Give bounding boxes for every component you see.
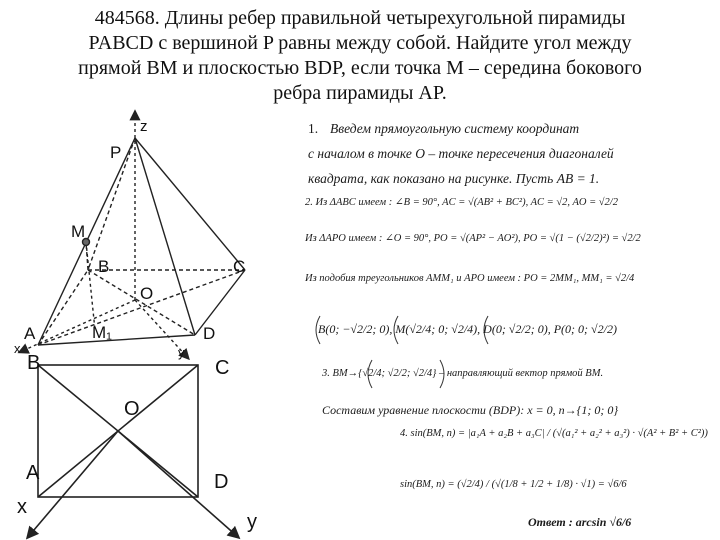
solution-answer: Ответ : arcsin √6/6 (528, 515, 632, 529)
solution-step1-number: 1. (308, 121, 319, 136)
solution-step3-vector: 3. BM→{√2/4; √2/2; √2/4} – направляющий вектор прямой BM. (322, 368, 604, 379)
label-z: z (140, 118, 148, 135)
solution-step2-similarity: Из подобия треугольников AMM₁ и APO имеем : PO = 2MM₁, MM₁ = √2/4 (305, 273, 635, 284)
solution-step1-line2: с началом в точке O – точке пересечения диагоналей (308, 146, 614, 161)
title-line-4: ребра пирамиды AP. (273, 82, 447, 104)
label-C: C (233, 257, 246, 276)
pyramid-figure (20, 112, 245, 358)
label-x: x (14, 341, 21, 356)
label-O: O (140, 284, 154, 303)
square-label-B: B (27, 352, 41, 374)
solution-step2-apo: Из ΔAPO имеем : ∠O = 90°, PO = √(AP² − AO²), PO = √(1 − (√2/2)²) = √2/2 (305, 233, 641, 244)
label-B: B (98, 257, 110, 276)
square-label-A: A (26, 462, 40, 484)
solution-step4-result: sin(BM, n) = (√2/4) / (√(1/8 + 1/2 + 1/8) · √1) = √6/6 (400, 479, 627, 490)
edge-AB (38, 270, 88, 345)
label-M: M (71, 222, 86, 241)
square-figure (28, 365, 238, 537)
label-D: D (203, 324, 216, 343)
square-label-D: D (214, 471, 229, 493)
title-line-2: PABCD с вершиной P равны между собой. Найдите угол между (88, 32, 632, 54)
solution-step2: 2. Из ΔABC имеем : ∠B = 90°, AC = √(AB² + BC²), AC = √2, AO = √2/2 (305, 197, 618, 208)
label-y: y (178, 345, 185, 360)
solution-coordinates: B(0; −√2/2; 0), M(√2/4; 0; √2/4), D(0; √2/2; 0), P(0; 0; √2/2) (318, 322, 617, 336)
segment-MM1 (86, 242, 95, 330)
title-line-1: 484568. Длины ребер правильной четырехугольной пирамиды (94, 7, 626, 29)
x-axis (20, 300, 135, 352)
edge-PD (135, 138, 195, 335)
solution-step1-line1: Введем прямоугольную систему координат (330, 121, 580, 136)
label-P: P (110, 143, 122, 162)
square-label-x: x (17, 496, 27, 518)
label-A: A (24, 324, 36, 343)
title-line-3: прямой BM и плоскостью BDP, если точка M – середина бокового (78, 57, 642, 79)
square-label-O: O (124, 398, 140, 420)
solution-step3-plane: Составим уравнение плоскости (BDP): x = 0, n→{1; 0; 0} (322, 403, 619, 417)
square-label-C: C (215, 357, 230, 379)
edge-PC (135, 138, 245, 270)
label-M1: M₁ (92, 323, 112, 342)
solution-step4-formula: 4. sin(BM, n) = |a₁A + a₂B + a₃C| / (√(a₁² + a₂² + a₃²) · √(A² + B² + C²)) (400, 428, 708, 439)
solution-step1-line3: квадрата, как показано на рисунке. Пусть AB = 1. (308, 171, 600, 186)
square-label-y: y (247, 511, 257, 533)
square-x-axis (28, 431, 118, 537)
